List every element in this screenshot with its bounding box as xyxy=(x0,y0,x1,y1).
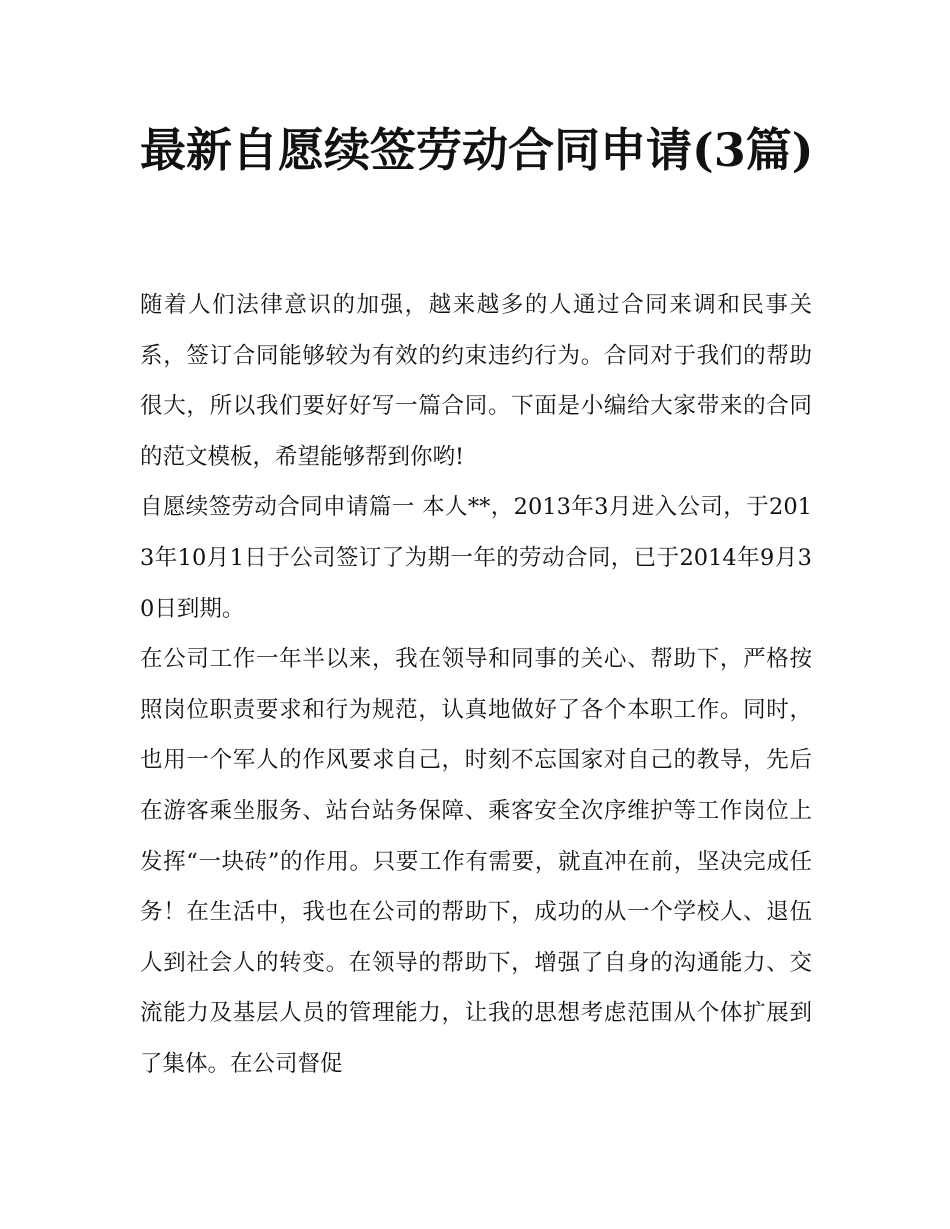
document-title: 最新自愿续签劳动合同申请(3篇) xyxy=(140,123,814,177)
document-body xyxy=(140,280,812,1090)
intro-paragraph: 随着人们法律意识的加强，越来越多的人通过合同来调和民事关系，签订合同能够较为有效的约束违约行为。合同对于我们的帮助很大，所以我们要好好写一篇合同。下面是小编给大家带来的合同的范文模板，希望能够帮到你哟! xyxy=(140,292,812,470)
work-experience-paragraph: 在公司工作一年半以来，我在领导和同事的关心、帮助下，严格按照岗位职责要求和行为规范，认真地做好了各个本职工作。同时，也用一个军人的作风要求自己，时刻不忘国家对自己的教导，先后在游客乘坐服务、站台站务保障、乘客安全次序维护等工作岗位上发挥“一块砖”的作用。只要工作有需要，就直冲在前，坚决完成任务！在生活中，我也在公司的帮助下，成功的从一个学校人、退伍人到社会人的转变。在领导的帮助下，增强了自身的沟通能力、交流能力及基层人员的管理能力，让我的思想考虑范围从个体扩展到了集体。在公司督促 xyxy=(140,646,812,1077)
section-one-paragraph: 自愿续签劳动合同申请篇一 本人**，2013年3月进入公司，于2013年10月1日于公司签订了为期一年的劳动合同，已于2014年9月30日到期。 xyxy=(140,494,812,622)
